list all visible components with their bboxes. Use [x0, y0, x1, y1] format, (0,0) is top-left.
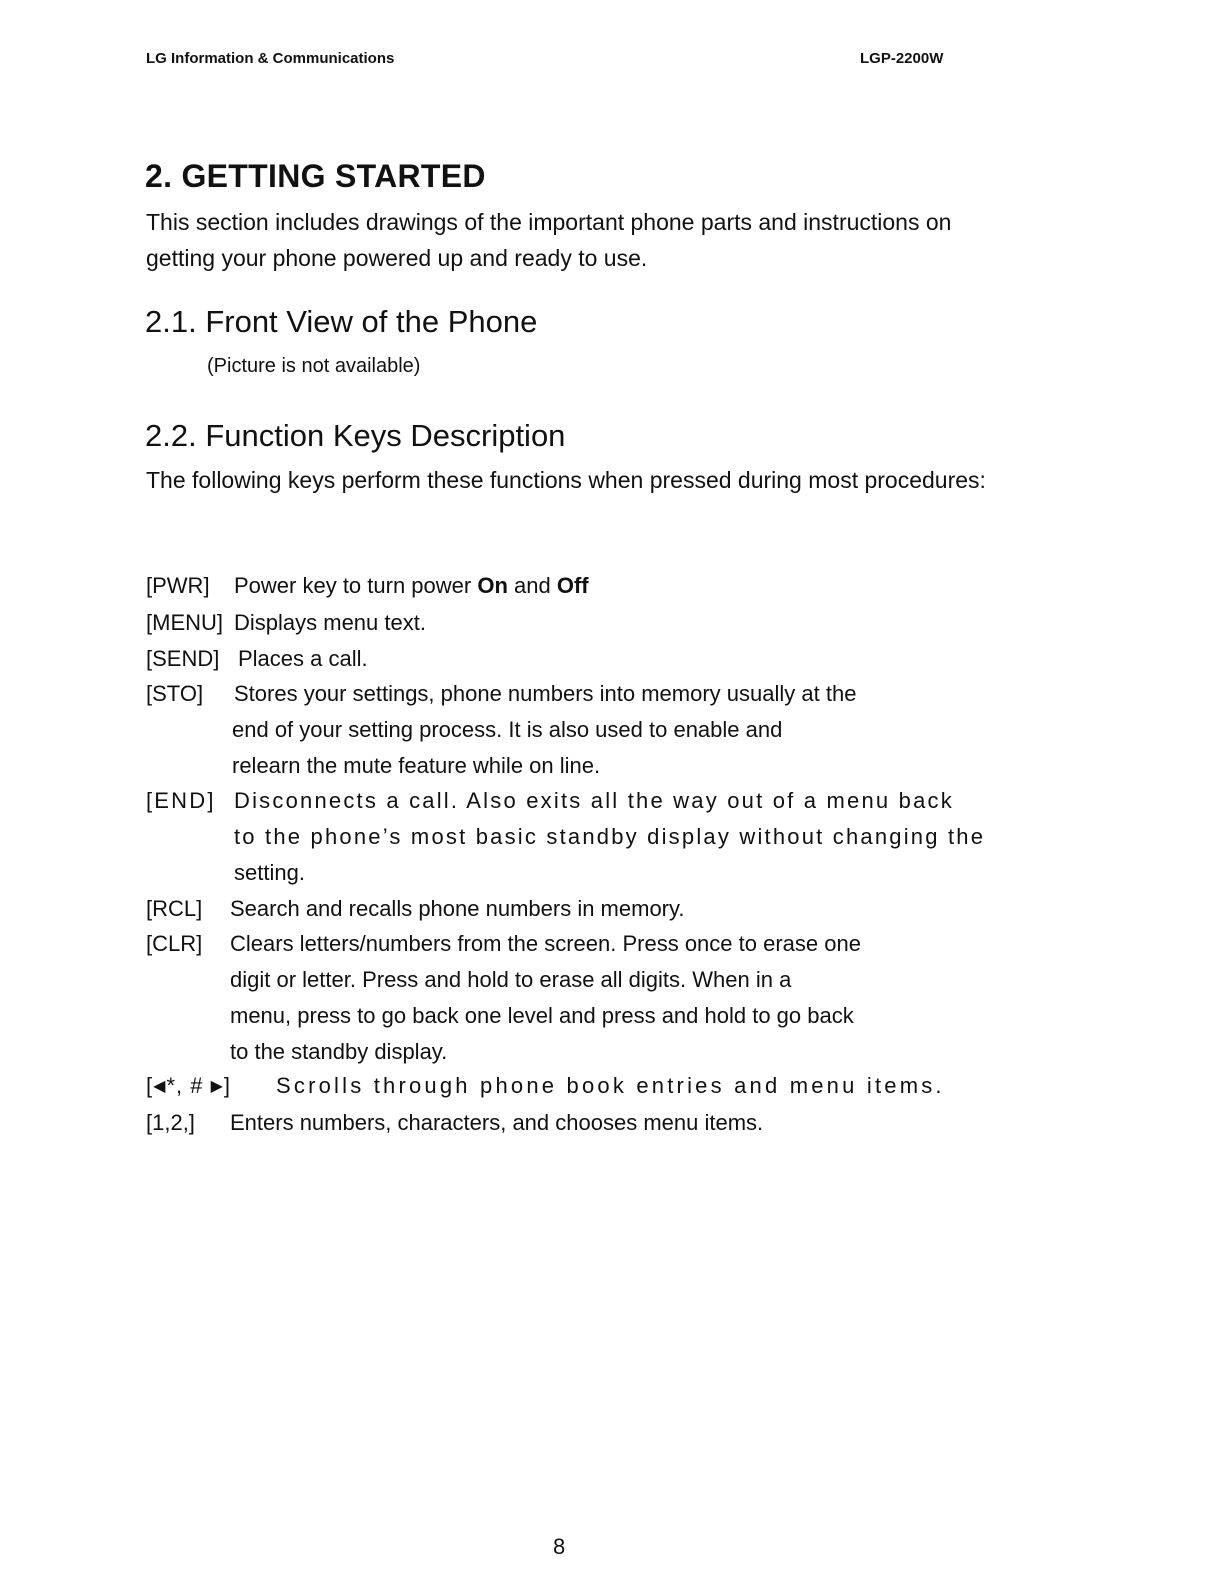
front-view-title: 2.1. Front View of the Phone: [145, 304, 538, 339]
key-desc-sto-line-1: Stores your settings, phone numbers into memory usually at the: [234, 681, 857, 706]
key-desc-menu-text: Displays menu text.: [234, 610, 426, 635]
key-desc-end-line-2: to the phone’s most basic standby display without changing the: [234, 824, 986, 849]
key-desc-scroll: [276, 1068, 945, 1104]
key-label-sto: [STO]: [146, 681, 204, 706]
key-label-scroll-open: [: [146, 1073, 154, 1098]
key-desc-end: [234, 783, 985, 891]
key-desc-digits-text: Enters numbers, characters, and chooses menu items.: [230, 1110, 764, 1135]
header-model: LGP-2200W: [860, 50, 944, 67]
key-desc-end-line-1: Disconnects a call. Also exits all the way out of a menu back: [234, 788, 954, 813]
key-desc-pwr: [234, 568, 589, 604]
key-label-scroll-close: ]: [223, 1073, 232, 1098]
key-desc-clr-line-1: Clears letters/numbers from the screen. Press once to erase one: [230, 931, 861, 956]
right-triangle-icon: ▶: [210, 1078, 224, 1095]
key-desc-clr: [230, 926, 861, 1070]
key-desc-sto-line-2: end of your setting process. It is also used to enable and: [232, 717, 783, 742]
key-desc-sto: [232, 676, 856, 784]
key-desc-menu: [234, 605, 426, 641]
key-desc-rcl: [230, 891, 684, 927]
function-keys-title: 2.2. Function Keys Description: [145, 418, 566, 453]
page-number: 8: [553, 1534, 566, 1559]
key-label-menu: [MENU]: [146, 610, 223, 635]
key-label-send: [SEND]: [146, 646, 220, 671]
function-keys-intro: The following keys perform these functions when pressed during most procedures:: [146, 467, 986, 493]
key-label-digits: [1,2,]: [146, 1110, 195, 1135]
section-intro: This section includes drawings of the important phone parts and instructions on getting your phone powered up and ready to use.: [146, 209, 952, 271]
key-desc-clr-line-3: menu, press to go back one level and press and hold to go back: [230, 1003, 854, 1028]
key-desc-clr-line-2: digit or letter. Press and hold to erase all digits. When in a: [230, 967, 792, 992]
left-triangle-icon: ◀: [153, 1078, 167, 1095]
picture-note: (Picture is not available): [207, 355, 421, 377]
key-desc-scroll-text: Scrolls through phone book entries and menu items.: [276, 1073, 945, 1098]
key-desc-pwr-text: Power key to turn power: [234, 573, 478, 598]
key-desc-pwr-and: and: [507, 573, 557, 598]
key-desc-send-text: Places a call.: [238, 646, 368, 671]
key-desc-clr-line-4: to the standby display.: [230, 1039, 448, 1064]
key-label-scroll-star: *, #: [166, 1073, 204, 1098]
key-desc-end-line-3: setting.: [234, 860, 305, 885]
section-title: 2. GETTING STARTED: [145, 158, 486, 194]
key-label-scroll: [146, 1068, 231, 1105]
key-desc-pwr-on: On: [477, 573, 508, 598]
header-company: LG Information & Communications: [146, 50, 395, 67]
key-label-clr: [CLR]: [146, 931, 203, 956]
key-label-pwr: [PWR]: [146, 573, 210, 598]
key-label-rcl: [RCL]: [146, 896, 203, 921]
key-desc-sto-line-3: relearn the mute feature while on line.: [232, 753, 601, 778]
key-desc-rcl-text: Search and recalls phone numbers in memory.: [230, 896, 685, 921]
key-desc-digits: [230, 1105, 763, 1141]
key-desc-send: [238, 641, 368, 677]
key-label-end: [END]: [146, 788, 216, 813]
key-desc-pwr-off: Off: [556, 573, 589, 598]
